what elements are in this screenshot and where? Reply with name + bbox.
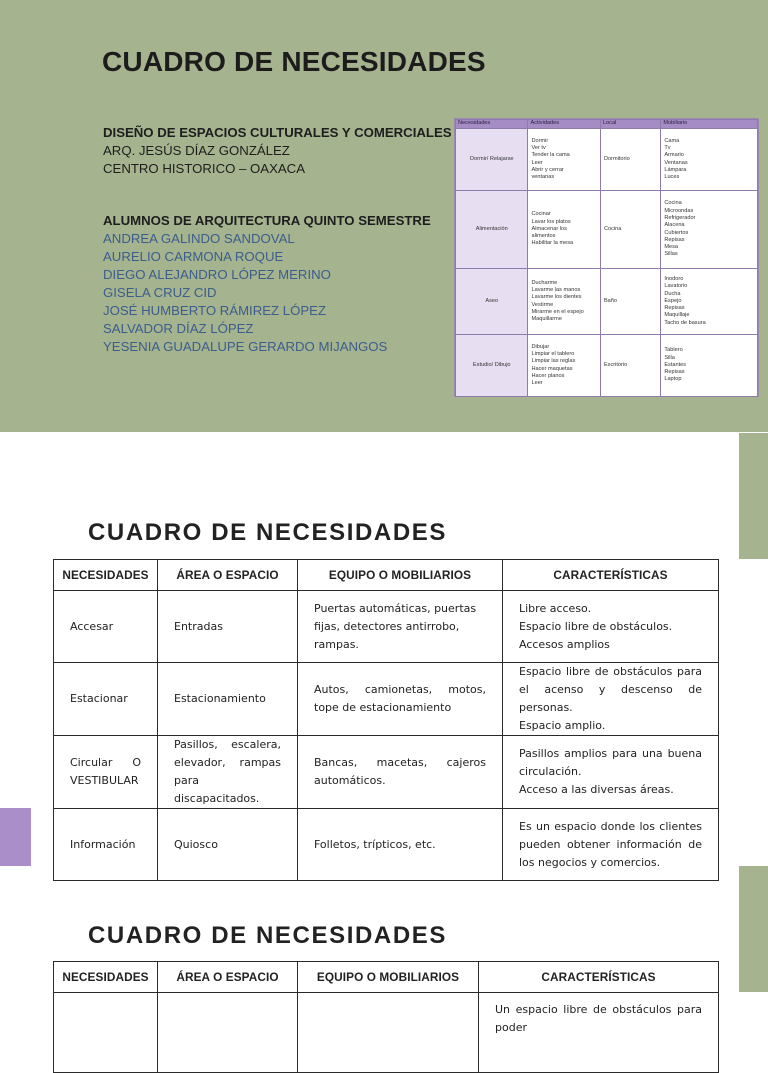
need-cell: Alimentación (456, 191, 528, 269)
list-item: Repisas (664, 305, 685, 312)
activities-cell (528, 191, 600, 269)
table-row (456, 269, 758, 335)
list-item: Cocinar (531, 211, 551, 218)
student-name: AURELIO CARMONA ROQUE (103, 249, 284, 264)
features-cell (503, 591, 719, 663)
activities-cell (528, 269, 600, 335)
need-cell: Circular O VESTIBULAR (54, 736, 158, 809)
need-cell: Estudio/ Dibujo (456, 335, 528, 397)
list-item: Hacer maquetas (531, 365, 573, 372)
equipment-cell: Autos, camionetas, motos, tope de estacionamiento (298, 663, 503, 736)
need-cell: Estacionar (54, 663, 158, 736)
list-item: Dormir (531, 137, 549, 144)
need-cell: Dormir/ Relajarse (456, 129, 528, 191)
list-item: Luces (664, 174, 680, 181)
mini-header-cell: Mobiliario (661, 120, 758, 129)
list-item: Cama (664, 137, 680, 144)
column-header: EQUIPO O MOBILIARIOS (298, 560, 503, 591)
course-name: DISEÑO DE ESPACIOS CULTURALES Y COMERCIALES (103, 125, 452, 140)
table-row (54, 993, 719, 1073)
features-cell (503, 809, 719, 881)
student-name: ANDREA GALINDO SANDOVAL (103, 231, 295, 246)
list-item: Lavatorio (664, 283, 688, 290)
equipment-cell: Puertas automáticas, puertas fijas, detectores antirrobo, rampas. (298, 591, 503, 663)
list-item: Lavar los platos (531, 218, 571, 225)
table-row (54, 809, 719, 881)
need-cell: Información (54, 809, 158, 881)
needs-table (53, 559, 719, 881)
slide-title: CUADRO DE NECESIDADES (102, 46, 486, 77)
feature-line: Accesos amplios (519, 637, 610, 651)
feature-line: Acceso a las diversas áreas. (519, 783, 674, 796)
list-item: Mirarme en el espejo (531, 308, 584, 315)
mini-header-cell: Necesidades (456, 120, 528, 129)
feature-line: Libre acceso. (519, 601, 592, 615)
list-item: Estantes (664, 361, 687, 368)
decorative-side-bar (739, 433, 768, 559)
student-name: JOSÉ HUMBERTO RÁMIREZ LÓPEZ (103, 303, 327, 318)
feature-line: Es un espacio donde los clientes pueden obtener información de los negocios y comercios. (519, 819, 702, 869)
list-item: Repisas (664, 236, 685, 243)
list-item: Ventanas (664, 159, 688, 166)
needs-table-image (454, 118, 759, 397)
list-item: alimentos (531, 233, 556, 240)
list-item: Leer (531, 380, 543, 387)
list-item: Espejo (664, 297, 682, 304)
list-item: Limpiar el tablero (531, 350, 575, 357)
list-item: Mesa (664, 244, 679, 251)
need-cell (54, 993, 158, 1073)
feature-line: Pasillos amplios para una buena circulación. (519, 747, 702, 778)
column-header: NECESIDADES (54, 560, 158, 591)
feature-line: Espacio libre de obstáculos. (519, 619, 673, 633)
list-item: Lavarme los dientes (531, 294, 582, 301)
place-cell: Cocina (600, 191, 660, 269)
area-cell: Pasillos, escalera, elevador, rampas para discapacitados. (158, 736, 298, 809)
list-item: Lámpara (664, 166, 687, 173)
area-cell: Quiosco (158, 809, 298, 881)
list-item: Dibujar (531, 343, 550, 350)
list-item: Habilitar la mesa (531, 240, 574, 247)
list-item: Armario (664, 152, 684, 159)
table-row (456, 335, 758, 397)
needs-table-container (0, 559, 768, 869)
list-item: Hacer planos (531, 372, 565, 379)
list-item: Lavarme las manos (531, 286, 581, 293)
mini-header-cell: Actividades (528, 120, 600, 129)
features-cell (479, 993, 719, 1073)
list-item: Laptop (664, 376, 682, 383)
place-cell: Dormitorio (600, 129, 660, 191)
list-item: Cocina (664, 200, 682, 207)
list-item: Repisas (664, 369, 685, 376)
list-item: Refrigerador (664, 214, 696, 221)
list-item: Ducha (664, 290, 681, 297)
list-item: Ver tv (531, 144, 546, 151)
column-header: CARACTERÍSTICAS (503, 560, 719, 591)
student-name: DIEGO ALEJANDRO LÓPEZ MERINO (103, 267, 331, 282)
list-item: Microondas (664, 207, 694, 214)
table-row (54, 736, 719, 809)
table-header-row (54, 560, 719, 591)
equipment-cell: Folletos, trípticos, etc. (298, 809, 503, 881)
area-cell: Entradas (158, 591, 298, 663)
list-item: Sillas (664, 251, 678, 258)
list-item: Tacho de basura (664, 319, 706, 326)
professor-name: ARQ. JESÚS DÍAZ GONZÁLEZ (103, 143, 290, 158)
course-info (103, 124, 452, 178)
features-cell (503, 663, 719, 736)
need-cell: Aseo (456, 269, 528, 335)
list-item: Tv (664, 144, 671, 151)
list-item: ventanas (531, 174, 555, 181)
list-item: Almacenar los (531, 225, 567, 232)
mini-needs-table (455, 119, 758, 397)
need-cell: Accesar (54, 591, 158, 663)
features-cell (503, 736, 719, 809)
list-item: Cubiertos (664, 229, 689, 236)
student-name: SALVADOR DÍAZ LÓPEZ (103, 321, 254, 336)
activities-cell (528, 129, 600, 191)
list-item: Maquillaje (664, 312, 690, 319)
list-item: Silla (664, 354, 675, 361)
slide-title: CUADRO DE NECESIDADES (88, 922, 447, 949)
equipment-cell: Bancas, macetas, cajeros automáticos. (298, 736, 503, 809)
furniture-cell (661, 191, 758, 269)
list-item: Abrir y cerrar (531, 166, 564, 173)
list-item: Inodoro (664, 275, 684, 282)
slide-title: CUADRO DE NECESIDADES (88, 519, 447, 546)
table-row (54, 591, 719, 663)
table-row (54, 663, 719, 736)
student-name: YESENIA GUADALUPE GERARDO MIJANGOS (103, 339, 388, 354)
place-cell: Escritorio (600, 335, 660, 397)
list-item: Limpiar las reglas (531, 358, 576, 365)
title-slide (0, 0, 768, 432)
table-header-row (54, 962, 719, 993)
equipment-cell (298, 993, 479, 1073)
needs-table (53, 961, 719, 1073)
area-cell (158, 993, 298, 1073)
list-item: Alacena (664, 222, 685, 229)
students-list (103, 212, 431, 356)
list-item: Leer (531, 159, 543, 166)
feature-line: Espacio amplio. (519, 719, 606, 732)
mini-header-cell: Local (600, 120, 660, 129)
column-header: EQUIPO O MOBILIARIOS (298, 962, 479, 993)
furniture-cell (661, 335, 758, 397)
column-header: CARACTERÍSTICAS (479, 962, 719, 993)
list-item: Vestirme (531, 301, 554, 308)
column-header: ÁREA O ESPACIO (158, 962, 298, 993)
furniture-cell (661, 269, 758, 335)
feature-line: Espacio libre de obstáculos para el acenso y descenso de personas. (519, 665, 702, 714)
furniture-cell (661, 129, 758, 191)
feature-line: Un espacio libre de obstáculos para poder (495, 1003, 702, 1034)
list-item: Ducharme (531, 279, 558, 286)
table-row (456, 129, 758, 191)
students-heading: ALUMNOS DE ARQUITECTURA QUINTO SEMESTRE (103, 213, 431, 228)
place-cell: Baño (600, 269, 660, 335)
activities-cell (528, 335, 600, 397)
table-row (456, 191, 758, 269)
location: CENTRO HISTORICO – OAXACA (103, 161, 305, 176)
list-item: Tablero (664, 347, 683, 354)
column-header: NECESIDADES (54, 962, 158, 993)
list-item: Tender la cama (531, 152, 570, 159)
student-name: GISELA CRUZ CID (103, 285, 217, 300)
column-header: ÁREA O ESPACIO (158, 560, 298, 591)
needs-table-container (0, 961, 768, 1034)
list-item: Maquillarme (531, 316, 562, 323)
area-cell: Estacionamiento (158, 663, 298, 736)
